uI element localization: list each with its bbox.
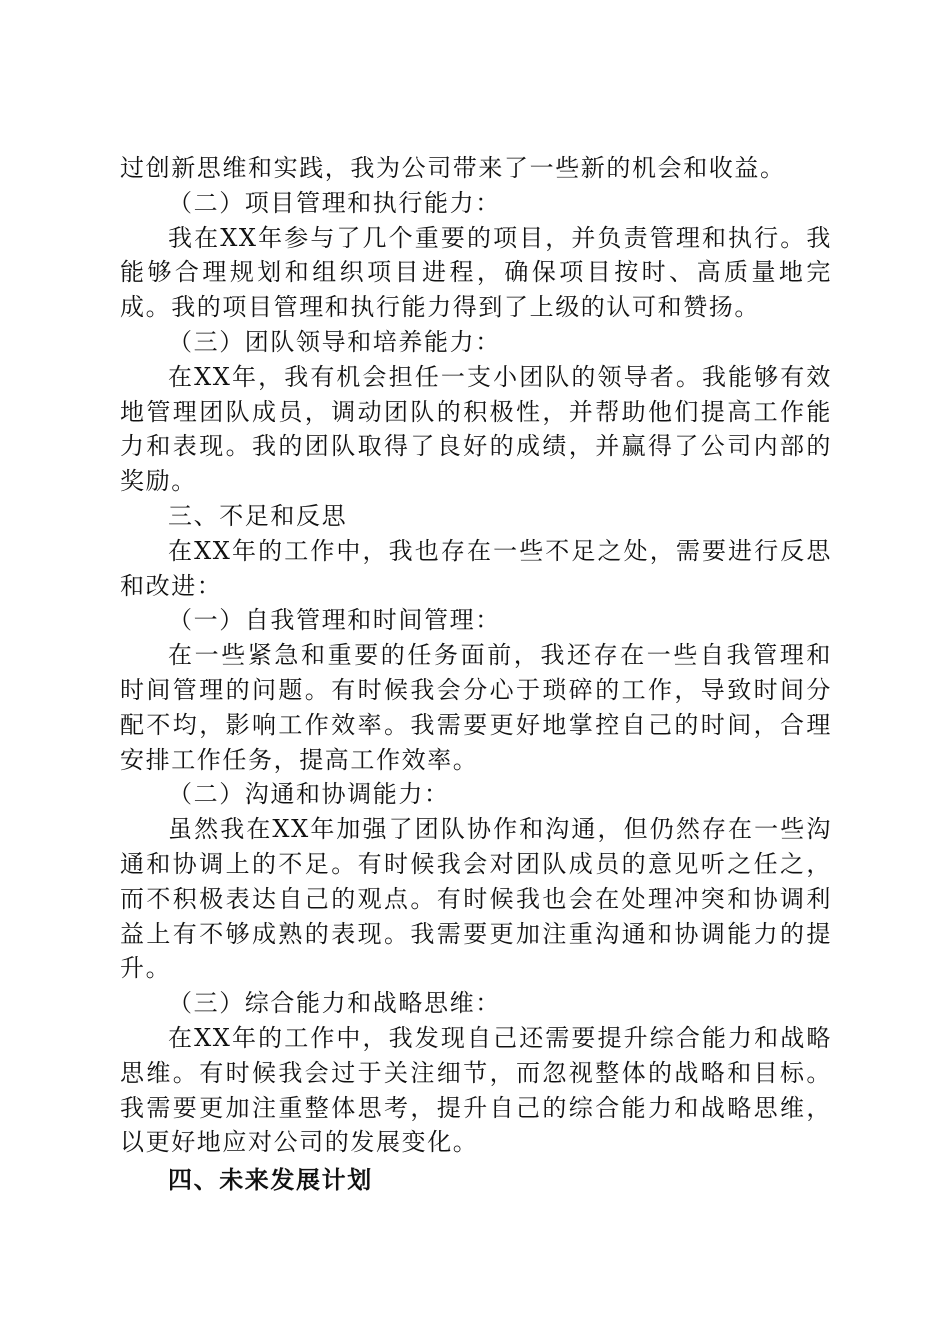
document-body	[120, 151, 832, 1198]
paragraph-self-management: 在一些紧急和重要的任务面前，我还存在一些自我管理和时间管理的问题。有时候我会分心于琐碎的工作，导致时间分配不均，影响工作效率。我需要更好地掌控自己的时间，合理安排工作任务，提高工作效率。	[120, 641, 832, 774]
subheading-project-management: （二）项目管理和执行能力：	[168, 188, 501, 217]
paragraph-communication: 虽然我在XX年加强了团队协作和沟通，但仍然存在一些沟通和协调上的不足。有时候我会对团队成员的意见听之任之，而不积极表达自己的观点。有时候我也会在处理冲突和协调利益上有不够成熟的表现。我需要更加注重沟通和协调能力的提升。	[120, 815, 832, 983]
paragraph-shortcomings-intro: 在XX年的工作中，我也存在一些不足之处，需要进行反思和改进：	[120, 536, 832, 600]
paragraph-continuation: 过创新思维和实践，我为公司带来了一些新的机会和收益。	[120, 154, 786, 182]
section-heading-shortcomings: 三、不足和反思	[168, 501, 348, 530]
subheading-self-management: （一）自我管理和时间管理：	[168, 606, 501, 635]
subheading-strategic-thinking: （三）综合能力和战略思维：	[168, 989, 501, 1018]
paragraph-strategic-thinking: 在XX年的工作中，我发现自己还需要提升综合能力和战略思维。有时候我会过于关注细节，而忽视整体的战略和目标。我需要更加注重整体思考，提升自己的综合能力和战略思维，以更好地应对公司的发展变化。	[120, 1023, 832, 1157]
subheading-communication: （二）沟通和协调能力：	[168, 780, 450, 809]
paragraph-project-management: 我在XX年参与了几个重要的项目，并负责管理和执行。我能够合理规划和组织项目进程，确保项目按时、高质量地完成。我的项目管理和执行能力得到了上级的认可和赞扬。	[120, 223, 832, 322]
section-heading-future-plan: 四、未来发展计划	[168, 1166, 373, 1195]
subheading-team-leadership: （三）团队领导和培养能力：	[168, 327, 501, 356]
paragraph-team-leadership: 在XX年，我有机会担任一支小团队的领导者。我能够有效地管理团队成员，调动团队的积极性，并帮助他们提高工作能力和表现。我的团队取得了良好的成绩，并赢得了公司内部的奖励。	[120, 362, 832, 496]
